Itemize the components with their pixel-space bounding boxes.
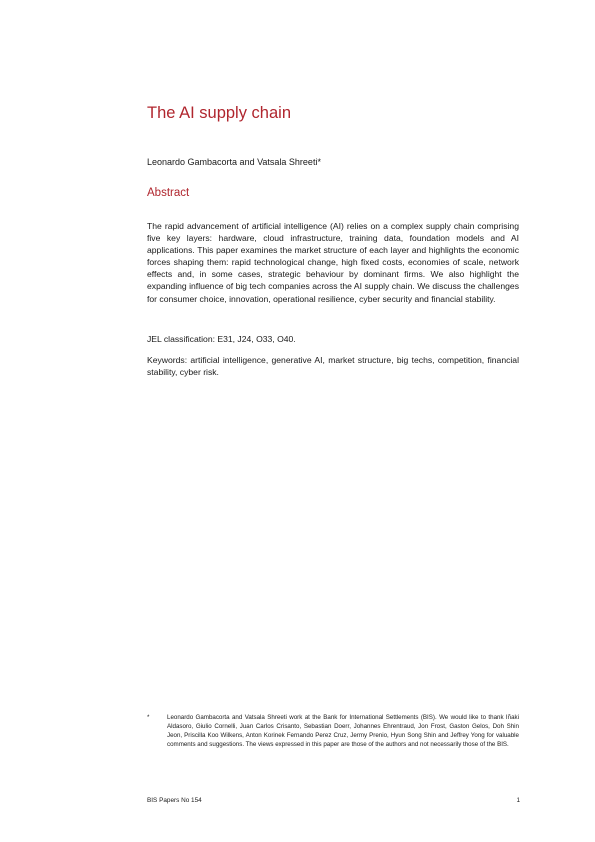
abstract-heading: Abstract <box>147 187 190 199</box>
footnote-mark: * <box>147 714 150 721</box>
keywords: Keywords: artificial intelligence, generative AI, market structure, big techs, competition, financial stability, cyber risk. <box>147 355 519 378</box>
page-number: 1 <box>516 797 520 804</box>
abstract-body: The rapid advancement of artificial intelligence (AI) relies on a complex supply chain comprising five key layers: hardware, cloud infrastructure, training data, foundation models and AI applications. This paper examines the market structure of each layer and highlights the economic forces shaping them: rapid technological change, high fixed costs, economies of scale, network effects and, in some cases, strategic behaviour by dominant firms. We also highlight the expanding influence of big tech companies across the AI supply chain. We discuss the challenges for consumer choice, innovation, operational resilience, cyber security and financial stability. <box>147 221 519 304</box>
author-list: Leonardo Gambacorta and Vatsala Shreeti* <box>147 157 321 167</box>
paper-title: The AI supply chain <box>147 104 292 122</box>
author-footnote <box>147 713 519 749</box>
jel-classification: JEL classification: E31, J24, O33, O40. <box>147 334 296 344</box>
footer-series: BIS Papers No 154 <box>147 797 202 804</box>
footnote-text: Leonardo Gambacorta and Vatsala Shreeti work at the Bank for International Settlements (BIS). We would like to thank Iñaki Aldasoro, Giulio Cornelli, Juan Carlos Crisanto, Sebastian Doerr, Johannes Ehrentraud, Jon Frost, Gaston Gelos, Doh Shin Jeon, Priscilla Koo Wilkens, Anton Korinek Fernando Perez Cruz, Jermy Prenio, Hyun Song Shin and Jeffrey Yong for valuable comments and suggestions. The views expressed in this paper are those of the authors and not necessarily those of the BIS. <box>167 714 519 749</box>
